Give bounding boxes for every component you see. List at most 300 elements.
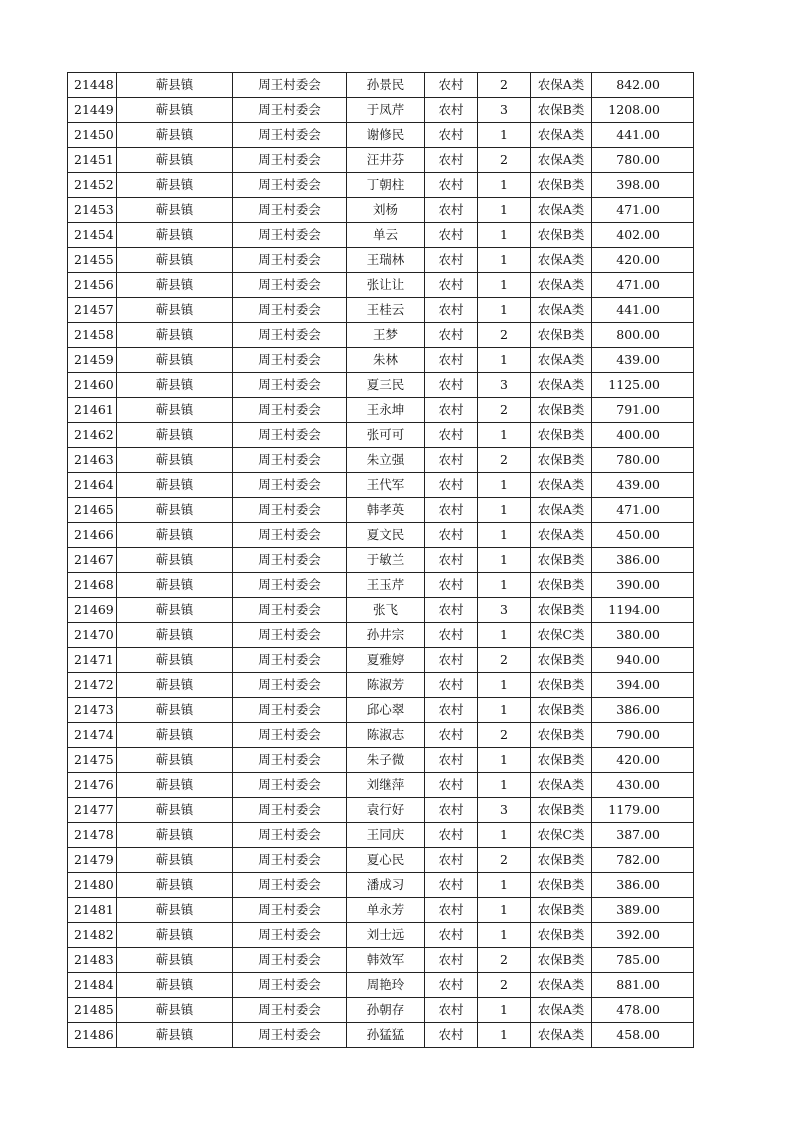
insurance-category-cell: 农保A类 bbox=[531, 1023, 592, 1048]
record-id-cell: 21482 bbox=[68, 923, 117, 948]
amount-cell: 881.00 bbox=[592, 973, 694, 998]
amount-cell: 800.00 bbox=[592, 323, 694, 348]
insurance-category-cell: 农保C类 bbox=[531, 623, 592, 648]
person-name-cell: 孙井宗 bbox=[347, 623, 425, 648]
residence-type-cell: 农村 bbox=[425, 973, 478, 998]
residence-type-cell: 农村 bbox=[425, 898, 478, 923]
table-row bbox=[68, 173, 694, 198]
household-count-cell: 1 bbox=[478, 623, 531, 648]
village-committee-cell: 周王村委会 bbox=[233, 223, 347, 248]
person-name-cell: 袁行好 bbox=[347, 798, 425, 823]
village-committee-cell: 周王村委会 bbox=[233, 823, 347, 848]
village-committee-cell: 周王村委会 bbox=[233, 173, 347, 198]
village-committee-cell: 周王村委会 bbox=[233, 573, 347, 598]
insurance-category-cell: 农保B类 bbox=[531, 448, 592, 473]
table-body bbox=[68, 73, 694, 1048]
village-committee-cell: 周王村委会 bbox=[233, 598, 347, 623]
town-cell: 蕲县镇 bbox=[117, 473, 233, 498]
record-id-cell: 21475 bbox=[68, 748, 117, 773]
amount-cell: 386.00 bbox=[592, 548, 694, 573]
residence-type-cell: 农村 bbox=[425, 373, 478, 398]
person-name-cell: 刘继萍 bbox=[347, 773, 425, 798]
table-row bbox=[68, 698, 694, 723]
household-count-cell: 3 bbox=[478, 798, 531, 823]
village-committee-cell: 周王村委会 bbox=[233, 348, 347, 373]
insurance-category-cell: 农保A类 bbox=[531, 373, 592, 398]
person-name-cell: 朱立强 bbox=[347, 448, 425, 473]
person-name-cell: 陈淑芳 bbox=[347, 673, 425, 698]
village-committee-cell: 周王村委会 bbox=[233, 1023, 347, 1048]
record-id-cell: 21451 bbox=[68, 148, 117, 173]
record-id-cell: 21484 bbox=[68, 973, 117, 998]
town-cell: 蕲县镇 bbox=[117, 673, 233, 698]
table-row bbox=[68, 273, 694, 298]
record-id-cell: 21455 bbox=[68, 248, 117, 273]
town-cell: 蕲县镇 bbox=[117, 873, 233, 898]
amount-cell: 390.00 bbox=[592, 573, 694, 598]
household-count-cell: 2 bbox=[478, 148, 531, 173]
amount-cell: 471.00 bbox=[592, 273, 694, 298]
amount-cell: 439.00 bbox=[592, 473, 694, 498]
table-row bbox=[68, 898, 694, 923]
town-cell: 蕲县镇 bbox=[117, 573, 233, 598]
person-name-cell: 孙朝存 bbox=[347, 998, 425, 1023]
town-cell: 蕲县镇 bbox=[117, 348, 233, 373]
village-committee-cell: 周王村委会 bbox=[233, 498, 347, 523]
household-count-cell: 2 bbox=[478, 398, 531, 423]
insurance-category-cell: 农保B类 bbox=[531, 223, 592, 248]
record-id-cell: 21463 bbox=[68, 448, 117, 473]
household-count-cell: 1 bbox=[478, 573, 531, 598]
insurance-category-cell: 农保A类 bbox=[531, 298, 592, 323]
table-row bbox=[68, 398, 694, 423]
person-name-cell: 谢修民 bbox=[347, 123, 425, 148]
person-name-cell: 韩效军 bbox=[347, 948, 425, 973]
amount-cell: 450.00 bbox=[592, 523, 694, 548]
amount-cell: 471.00 bbox=[592, 498, 694, 523]
village-committee-cell: 周王村委会 bbox=[233, 648, 347, 673]
person-name-cell: 单永芳 bbox=[347, 898, 425, 923]
amount-cell: 790.00 bbox=[592, 723, 694, 748]
household-count-cell: 1 bbox=[478, 498, 531, 523]
town-cell: 蕲县镇 bbox=[117, 848, 233, 873]
table-row bbox=[68, 573, 694, 598]
insurance-category-cell: 农保A类 bbox=[531, 248, 592, 273]
household-count-cell: 2 bbox=[478, 848, 531, 873]
person-name-cell: 夏三民 bbox=[347, 373, 425, 398]
village-committee-cell: 周王村委会 bbox=[233, 948, 347, 973]
person-name-cell: 王代军 bbox=[347, 473, 425, 498]
village-committee-cell: 周王村委会 bbox=[233, 848, 347, 873]
record-id-cell: 21449 bbox=[68, 98, 117, 123]
record-id-cell: 21486 bbox=[68, 1023, 117, 1048]
town-cell: 蕲县镇 bbox=[117, 198, 233, 223]
insurance-category-cell: 农保A类 bbox=[531, 73, 592, 98]
town-cell: 蕲县镇 bbox=[117, 973, 233, 998]
amount-cell: 430.00 bbox=[592, 773, 694, 798]
table-row bbox=[68, 323, 694, 348]
household-count-cell: 1 bbox=[478, 548, 531, 573]
amount-cell: 1208.00 bbox=[592, 98, 694, 123]
amount-cell: 478.00 bbox=[592, 998, 694, 1023]
residence-type-cell: 农村 bbox=[425, 1023, 478, 1048]
record-id-cell: 21478 bbox=[68, 823, 117, 848]
amount-cell: 394.00 bbox=[592, 673, 694, 698]
table-row bbox=[68, 998, 694, 1023]
amount-cell: 420.00 bbox=[592, 748, 694, 773]
household-count-cell: 1 bbox=[478, 198, 531, 223]
table-row bbox=[68, 348, 694, 373]
household-count-cell: 3 bbox=[478, 373, 531, 398]
table-row bbox=[68, 473, 694, 498]
residence-type-cell: 农村 bbox=[425, 198, 478, 223]
person-name-cell: 汪井芬 bbox=[347, 148, 425, 173]
town-cell: 蕲县镇 bbox=[117, 398, 233, 423]
town-cell: 蕲县镇 bbox=[117, 323, 233, 348]
residence-type-cell: 农村 bbox=[425, 923, 478, 948]
amount-cell: 392.00 bbox=[592, 923, 694, 948]
village-committee-cell: 周王村委会 bbox=[233, 148, 347, 173]
amount-cell: 389.00 bbox=[592, 898, 694, 923]
residence-type-cell: 农村 bbox=[425, 148, 478, 173]
village-committee-cell: 周王村委会 bbox=[233, 323, 347, 348]
residence-type-cell: 农村 bbox=[425, 498, 478, 523]
residence-type-cell: 农村 bbox=[425, 548, 478, 573]
table-row bbox=[68, 598, 694, 623]
record-id-cell: 21483 bbox=[68, 948, 117, 973]
record-id-cell: 21450 bbox=[68, 123, 117, 148]
village-committee-cell: 周王村委会 bbox=[233, 973, 347, 998]
household-count-cell: 2 bbox=[478, 323, 531, 348]
person-name-cell: 孙猛猛 bbox=[347, 1023, 425, 1048]
amount-cell: 386.00 bbox=[592, 698, 694, 723]
insurance-category-cell: 农保A类 bbox=[531, 123, 592, 148]
record-id-cell: 21473 bbox=[68, 698, 117, 723]
record-id-cell: 21469 bbox=[68, 598, 117, 623]
residence-type-cell: 农村 bbox=[425, 623, 478, 648]
record-id-cell: 21470 bbox=[68, 623, 117, 648]
person-name-cell: 夏心民 bbox=[347, 848, 425, 873]
person-name-cell: 刘杨 bbox=[347, 198, 425, 223]
village-committee-cell: 周王村委会 bbox=[233, 548, 347, 573]
household-count-cell: 1 bbox=[478, 248, 531, 273]
table-row bbox=[68, 523, 694, 548]
table-row bbox=[68, 623, 694, 648]
village-committee-cell: 周王村委会 bbox=[233, 423, 347, 448]
town-cell: 蕲县镇 bbox=[117, 723, 233, 748]
amount-cell: 386.00 bbox=[592, 873, 694, 898]
record-id-cell: 21468 bbox=[68, 573, 117, 598]
household-count-cell: 2 bbox=[478, 448, 531, 473]
table-row bbox=[68, 648, 694, 673]
amount-cell: 940.00 bbox=[592, 648, 694, 673]
record-id-cell: 21454 bbox=[68, 223, 117, 248]
residence-type-cell: 农村 bbox=[425, 798, 478, 823]
residence-type-cell: 农村 bbox=[425, 523, 478, 548]
town-cell: 蕲县镇 bbox=[117, 498, 233, 523]
town-cell: 蕲县镇 bbox=[117, 948, 233, 973]
record-id-cell: 21458 bbox=[68, 323, 117, 348]
household-count-cell: 1 bbox=[478, 873, 531, 898]
residence-type-cell: 农村 bbox=[425, 573, 478, 598]
residence-type-cell: 农村 bbox=[425, 673, 478, 698]
household-count-cell: 1 bbox=[478, 698, 531, 723]
town-cell: 蕲县镇 bbox=[117, 773, 233, 798]
town-cell: 蕲县镇 bbox=[117, 448, 233, 473]
insurance-category-cell: 农保B类 bbox=[531, 873, 592, 898]
town-cell: 蕲县镇 bbox=[117, 73, 233, 98]
table-row bbox=[68, 823, 694, 848]
insurance-category-cell: 农保B类 bbox=[531, 748, 592, 773]
insurance-category-cell: 农保B类 bbox=[531, 848, 592, 873]
record-id-cell: 21467 bbox=[68, 548, 117, 573]
person-name-cell: 张让让 bbox=[347, 273, 425, 298]
insurance-category-cell: 农保C类 bbox=[531, 823, 592, 848]
amount-cell: 780.00 bbox=[592, 148, 694, 173]
household-count-cell: 1 bbox=[478, 523, 531, 548]
household-count-cell: 1 bbox=[478, 223, 531, 248]
record-id-cell: 21457 bbox=[68, 298, 117, 323]
person-name-cell: 王同庆 bbox=[347, 823, 425, 848]
town-cell: 蕲县镇 bbox=[117, 373, 233, 398]
person-name-cell: 于凤芹 bbox=[347, 98, 425, 123]
residence-type-cell: 农村 bbox=[425, 323, 478, 348]
amount-cell: 1194.00 bbox=[592, 598, 694, 623]
amount-cell: 791.00 bbox=[592, 398, 694, 423]
person-name-cell: 丁朝柱 bbox=[347, 173, 425, 198]
insurance-category-cell: 农保B类 bbox=[531, 398, 592, 423]
person-name-cell: 朱子微 bbox=[347, 748, 425, 773]
insurance-category-cell: 农保B类 bbox=[531, 323, 592, 348]
table-row bbox=[68, 1023, 694, 1048]
person-name-cell: 韩孝英 bbox=[347, 498, 425, 523]
residence-type-cell: 农村 bbox=[425, 273, 478, 298]
table-row bbox=[68, 673, 694, 698]
town-cell: 蕲县镇 bbox=[117, 623, 233, 648]
insurance-category-cell: 农保B类 bbox=[531, 698, 592, 723]
village-committee-cell: 周王村委会 bbox=[233, 373, 347, 398]
insurance-category-cell: 农保A类 bbox=[531, 523, 592, 548]
record-id-cell: 21462 bbox=[68, 423, 117, 448]
table-row bbox=[68, 223, 694, 248]
village-committee-cell: 周王村委会 bbox=[233, 698, 347, 723]
town-cell: 蕲县镇 bbox=[117, 998, 233, 1023]
residence-type-cell: 农村 bbox=[425, 223, 478, 248]
town-cell: 蕲县镇 bbox=[117, 248, 233, 273]
table-row bbox=[68, 848, 694, 873]
insurance-category-cell: 农保B类 bbox=[531, 723, 592, 748]
residence-type-cell: 农村 bbox=[425, 448, 478, 473]
insurance-category-cell: 农保A类 bbox=[531, 773, 592, 798]
residence-type-cell: 农村 bbox=[425, 473, 478, 498]
person-name-cell: 潘成习 bbox=[347, 873, 425, 898]
insurance-category-cell: 农保B类 bbox=[531, 648, 592, 673]
town-cell: 蕲县镇 bbox=[117, 898, 233, 923]
insurance-category-cell: 农保A类 bbox=[531, 498, 592, 523]
table-row bbox=[68, 923, 694, 948]
insurance-category-cell: 农保B类 bbox=[531, 173, 592, 198]
amount-cell: 387.00 bbox=[592, 823, 694, 848]
residence-type-cell: 农村 bbox=[425, 73, 478, 98]
amount-cell: 441.00 bbox=[592, 123, 694, 148]
record-id-cell: 21459 bbox=[68, 348, 117, 373]
record-id-cell: 21456 bbox=[68, 273, 117, 298]
record-id-cell: 21471 bbox=[68, 648, 117, 673]
household-count-cell: 1 bbox=[478, 773, 531, 798]
insurance-category-cell: 农保B类 bbox=[531, 423, 592, 448]
household-count-cell: 1 bbox=[478, 748, 531, 773]
record-id-cell: 21472 bbox=[68, 673, 117, 698]
table-row bbox=[68, 798, 694, 823]
village-committee-cell: 周王村委会 bbox=[233, 873, 347, 898]
residence-type-cell: 农村 bbox=[425, 848, 478, 873]
insurance-category-cell: 农保B类 bbox=[531, 798, 592, 823]
village-committee-cell: 周王村委会 bbox=[233, 298, 347, 323]
village-committee-cell: 周王村委会 bbox=[233, 73, 347, 98]
table-row bbox=[68, 198, 694, 223]
table-row bbox=[68, 498, 694, 523]
residence-type-cell: 农村 bbox=[425, 748, 478, 773]
record-id-cell: 21461 bbox=[68, 398, 117, 423]
town-cell: 蕲县镇 bbox=[117, 123, 233, 148]
table-row bbox=[68, 548, 694, 573]
household-count-cell: 1 bbox=[478, 423, 531, 448]
household-count-cell: 1 bbox=[478, 298, 531, 323]
village-committee-cell: 周王村委会 bbox=[233, 273, 347, 298]
town-cell: 蕲县镇 bbox=[117, 223, 233, 248]
household-count-cell: 1 bbox=[478, 473, 531, 498]
table-row bbox=[68, 773, 694, 798]
record-id-cell: 21465 bbox=[68, 498, 117, 523]
person-name-cell: 王瑞林 bbox=[347, 248, 425, 273]
insurance-category-cell: 农保A类 bbox=[531, 198, 592, 223]
person-name-cell: 朱林 bbox=[347, 348, 425, 373]
village-committee-cell: 周王村委会 bbox=[233, 773, 347, 798]
insurance-category-cell: 农保A类 bbox=[531, 348, 592, 373]
record-id-cell: 21448 bbox=[68, 73, 117, 98]
table-row bbox=[68, 148, 694, 173]
insurance-category-cell: 农保B类 bbox=[531, 98, 592, 123]
amount-cell: 398.00 bbox=[592, 173, 694, 198]
insurance-category-cell: 农保B类 bbox=[531, 673, 592, 698]
table-row bbox=[68, 973, 694, 998]
village-committee-cell: 周王村委会 bbox=[233, 123, 347, 148]
village-committee-cell: 周王村委会 bbox=[233, 923, 347, 948]
amount-cell: 471.00 bbox=[592, 198, 694, 223]
village-committee-cell: 周王村委会 bbox=[233, 748, 347, 773]
table-row bbox=[68, 298, 694, 323]
residence-type-cell: 农村 bbox=[425, 248, 478, 273]
insurance-category-cell: 农保B类 bbox=[531, 898, 592, 923]
household-count-cell: 1 bbox=[478, 123, 531, 148]
household-count-cell: 2 bbox=[478, 948, 531, 973]
insurance-category-cell: 农保B类 bbox=[531, 548, 592, 573]
town-cell: 蕲县镇 bbox=[117, 823, 233, 848]
residence-type-cell: 农村 bbox=[425, 348, 478, 373]
person-name-cell: 孙景民 bbox=[347, 73, 425, 98]
town-cell: 蕲县镇 bbox=[117, 648, 233, 673]
household-count-cell: 1 bbox=[478, 923, 531, 948]
insurance-category-cell: 农保B类 bbox=[531, 948, 592, 973]
village-committee-cell: 周王村委会 bbox=[233, 398, 347, 423]
residence-type-cell: 农村 bbox=[425, 698, 478, 723]
table-row bbox=[68, 373, 694, 398]
village-committee-cell: 周王村委会 bbox=[233, 998, 347, 1023]
amount-cell: 420.00 bbox=[592, 248, 694, 273]
amount-cell: 785.00 bbox=[592, 948, 694, 973]
person-name-cell: 夏文民 bbox=[347, 523, 425, 548]
town-cell: 蕲县镇 bbox=[117, 598, 233, 623]
insurance-category-cell: 农保B类 bbox=[531, 923, 592, 948]
person-name-cell: 夏雅婷 bbox=[347, 648, 425, 673]
person-name-cell: 王玉芹 bbox=[347, 573, 425, 598]
town-cell: 蕲县镇 bbox=[117, 1023, 233, 1048]
household-count-cell: 2 bbox=[478, 973, 531, 998]
residence-type-cell: 农村 bbox=[425, 398, 478, 423]
table-row bbox=[68, 123, 694, 148]
amount-cell: 458.00 bbox=[592, 1023, 694, 1048]
residence-type-cell: 农村 bbox=[425, 98, 478, 123]
record-id-cell: 21460 bbox=[68, 373, 117, 398]
residence-type-cell: 农村 bbox=[425, 873, 478, 898]
household-count-cell: 2 bbox=[478, 723, 531, 748]
village-committee-cell: 周王村委会 bbox=[233, 248, 347, 273]
village-committee-cell: 周王村委会 bbox=[233, 898, 347, 923]
table-row bbox=[68, 748, 694, 773]
town-cell: 蕲县镇 bbox=[117, 98, 233, 123]
insurance-category-cell: 农保A类 bbox=[531, 273, 592, 298]
record-id-cell: 21481 bbox=[68, 898, 117, 923]
village-committee-cell: 周王村委会 bbox=[233, 473, 347, 498]
amount-cell: 380.00 bbox=[592, 623, 694, 648]
household-count-cell: 1 bbox=[478, 898, 531, 923]
residence-type-cell: 农村 bbox=[425, 598, 478, 623]
table-row bbox=[68, 948, 694, 973]
record-id-cell: 21464 bbox=[68, 473, 117, 498]
table-row bbox=[68, 448, 694, 473]
residence-type-cell: 农村 bbox=[425, 823, 478, 848]
amount-cell: 400.00 bbox=[592, 423, 694, 448]
person-name-cell: 刘士远 bbox=[347, 923, 425, 948]
town-cell: 蕲县镇 bbox=[117, 298, 233, 323]
record-id-cell: 21474 bbox=[68, 723, 117, 748]
household-count-cell: 1 bbox=[478, 823, 531, 848]
insurance-category-cell: 农保A类 bbox=[531, 473, 592, 498]
record-id-cell: 21480 bbox=[68, 873, 117, 898]
amount-cell: 1179.00 bbox=[592, 798, 694, 823]
household-count-cell: 1 bbox=[478, 348, 531, 373]
record-id-cell: 21453 bbox=[68, 198, 117, 223]
amount-cell: 439.00 bbox=[592, 348, 694, 373]
village-committee-cell: 周王村委会 bbox=[233, 448, 347, 473]
town-cell: 蕲县镇 bbox=[117, 173, 233, 198]
records-table bbox=[67, 72, 694, 1048]
village-committee-cell: 周王村委会 bbox=[233, 98, 347, 123]
record-id-cell: 21476 bbox=[68, 773, 117, 798]
town-cell: 蕲县镇 bbox=[117, 148, 233, 173]
town-cell: 蕲县镇 bbox=[117, 548, 233, 573]
person-name-cell: 陈淑志 bbox=[347, 723, 425, 748]
amount-cell: 780.00 bbox=[592, 448, 694, 473]
insurance-category-cell: 农保A类 bbox=[531, 998, 592, 1023]
town-cell: 蕲县镇 bbox=[117, 423, 233, 448]
person-name-cell: 张飞 bbox=[347, 598, 425, 623]
town-cell: 蕲县镇 bbox=[117, 923, 233, 948]
town-cell: 蕲县镇 bbox=[117, 748, 233, 773]
household-count-cell: 1 bbox=[478, 273, 531, 298]
insurance-category-cell: 农保B类 bbox=[531, 598, 592, 623]
amount-cell: 842.00 bbox=[592, 73, 694, 98]
